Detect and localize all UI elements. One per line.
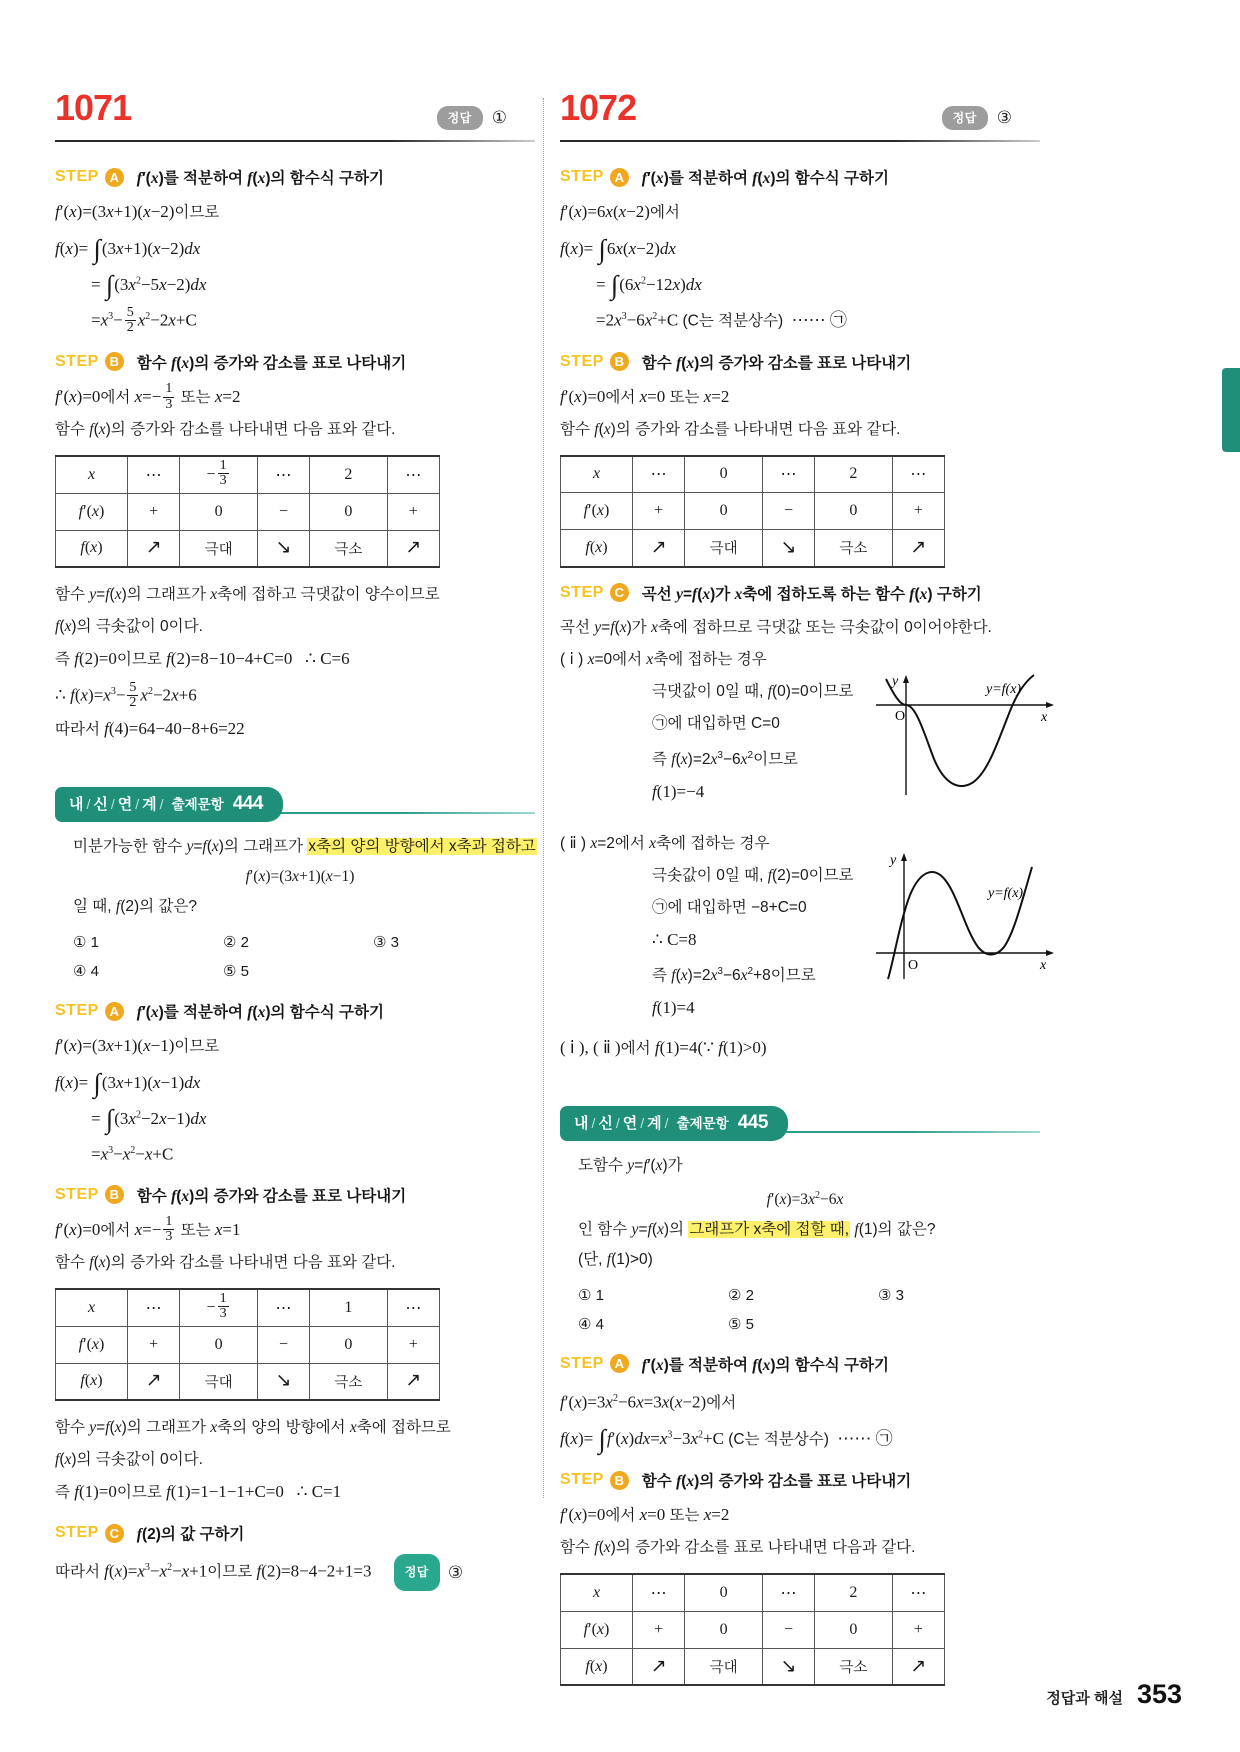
table-row xyxy=(561,493,945,530)
x-label: x xyxy=(1040,957,1047,973)
cell-dots: ⋯ xyxy=(633,1574,685,1611)
choice-2[interactable]: ② 2 xyxy=(728,1286,754,1304)
step-word: STEP xyxy=(560,168,604,185)
nsg-part-0: 내 xyxy=(69,796,84,814)
step-badge-b: B xyxy=(610,352,629,371)
choice-row xyxy=(578,1310,1050,1339)
table-row xyxy=(561,1648,945,1685)
problem-number: 1071 xyxy=(55,87,132,128)
answer-tag-444 xyxy=(394,1554,463,1591)
step-word: STEP xyxy=(55,1524,99,1542)
cell-dots: ⋯ xyxy=(633,456,685,493)
case-2-block xyxy=(560,852,1050,1031)
header-rule xyxy=(560,140,1040,142)
y-axis-arrow xyxy=(901,853,907,861)
answer-value: ① xyxy=(491,108,507,127)
origin-label: O xyxy=(895,708,906,724)
nsg-tag: 내 / 신 / 연 / 계 / 출제문항 444 xyxy=(55,787,283,822)
choice-3[interactable]: ③ 3 xyxy=(878,1286,904,1304)
choice-row xyxy=(578,1281,1050,1310)
cell-label: f′(x) xyxy=(561,493,633,530)
page-number: 353 xyxy=(1136,1679,1182,1709)
cell-sign: 0 xyxy=(180,1326,257,1363)
cell-arrow: ↗ xyxy=(128,530,180,567)
answer-tag xyxy=(942,106,1012,130)
math-line: f′(x)=(3x+1)(x−2)이므로 xyxy=(55,202,220,221)
cell-value: 0 xyxy=(685,1574,762,1611)
step-badge-b: B xyxy=(610,1471,629,1490)
step-word: STEP xyxy=(55,168,99,185)
step-word: STEP xyxy=(55,352,99,370)
body-text: ∴ C=8 xyxy=(652,929,697,949)
x-axis-arrow xyxy=(1046,950,1054,956)
step-c-1072 xyxy=(560,582,1050,604)
cell-value: 2 xyxy=(310,456,387,493)
cell-sign: + xyxy=(128,1326,180,1363)
math-line: f′(x)=0에서 x=0 또는 x=2 xyxy=(560,1505,730,1525)
header-rule xyxy=(55,140,535,142)
math-line: f(x)= ∫(3x+1)(x−1)dx xyxy=(55,1068,201,1099)
cell-arrow: ↘ xyxy=(762,530,814,567)
answer-value: ③ xyxy=(996,108,1012,127)
case-2-head: ( ⅱ ) x=2에서 x축에 접하는 경우 xyxy=(560,834,770,852)
origin-label: O xyxy=(908,957,919,973)
body-text: 즉 $f(x)=2x^3-6x^2+8$이므로 xyxy=(652,965,816,984)
curve-label: y=f(x) xyxy=(988,885,1024,901)
body-text: ∴ $f(x)=x^3-$ $\frac{5}{2}$ $x^2-2x+6$ xyxy=(55,679,197,711)
body-text: f(x)의 극솟값이 0이다. xyxy=(55,618,203,636)
cell-dots: ⋯ xyxy=(128,456,180,493)
cell-extremum: 극소 xyxy=(310,530,387,567)
math-line: f′(x)=0에서 x=− $\frac{1}{3}$ 또는 x=1 xyxy=(55,1213,241,1245)
step-a-445 xyxy=(560,1353,1050,1375)
table-row xyxy=(56,530,440,567)
choice-1[interactable]: ① 1 xyxy=(73,934,99,952)
problem-number: 1072 xyxy=(560,87,637,128)
page-footer xyxy=(1046,1679,1182,1710)
step-title: 함수 f(x)의 증가와 감소를 표로 나타내기 xyxy=(641,1473,912,1491)
cell-dots: ⋯ xyxy=(257,456,309,493)
table-header-row xyxy=(561,456,945,493)
nsg-number: 444 xyxy=(232,793,263,815)
step-title: f′(x)를 적분하여 f(x)의 함수식 구하기 xyxy=(136,1004,384,1022)
table-row xyxy=(561,1611,945,1648)
cell-value: 2 xyxy=(815,1574,892,1611)
cell-extremum: 극대 xyxy=(180,1363,257,1400)
nsg-part-3: 계 xyxy=(647,1114,662,1132)
body-text: 함수 y=f(x)의 그래프가 x축의 양의 방향에서 x축에 접하므로 xyxy=(55,1419,451,1437)
cell-sign: 0 xyxy=(685,493,762,530)
body-text: 곡선 y=f(x)가 x축에 접하므로 극댓값 또는 극솟값이 0이어야한다. xyxy=(560,618,992,636)
step-word: STEP xyxy=(560,352,604,370)
highlighted-phrase: x축의 양의 방향에서 x축과 접하고 xyxy=(308,838,536,856)
cell-arrow: ↘ xyxy=(257,530,309,567)
step-word: STEP xyxy=(55,1002,99,1020)
cell-dots: ⋯ xyxy=(892,1574,944,1611)
question-condition-445: (단, f(1)>0) xyxy=(578,1250,653,1268)
cell-label: f(x) xyxy=(56,530,128,567)
cell-sign: 0 xyxy=(310,1326,387,1363)
step-title: f′(x)를 적분하여 f(x)의 함수식 구하기 xyxy=(641,170,889,187)
graph-svg-case-2 xyxy=(868,851,1058,986)
question-text-445: 도함수 y=f′(x)가 xyxy=(578,1156,683,1174)
step-a-444 xyxy=(55,1000,545,1022)
step-word: STEP xyxy=(560,1354,604,1372)
question-text-444: 미분가능한 함수 y=f(x)의 그래프가 x축의 양의 방향에서 x축과 접하고 xyxy=(73,838,536,856)
step-word: STEP xyxy=(560,583,604,601)
cell-label: f(x) xyxy=(561,530,633,567)
math-line: f′(x)=(3x+1)(x−1)이므로 xyxy=(55,1036,220,1056)
cell-extremum: 극대 xyxy=(180,530,257,567)
nsg-part-2: 연 xyxy=(117,796,133,814)
cell-dots: ⋯ xyxy=(257,1289,309,1326)
step-b-1071 xyxy=(55,351,545,373)
y-axis-arrow xyxy=(903,675,909,683)
table-row xyxy=(56,1326,440,1363)
nsg-444-header xyxy=(55,787,545,822)
choice-4[interactable]: ④ 4 xyxy=(73,963,99,981)
two-column-layout xyxy=(0,87,1240,1677)
table-row xyxy=(56,493,440,530)
step-title: 곡선 y=f(x)가 x축에 접하도록 하는 함수 f(x) 구하기 xyxy=(641,585,982,603)
cell-label: f′(x) xyxy=(561,1611,633,1648)
y-label: y xyxy=(892,673,899,689)
cell-label: f′(x) xyxy=(56,1326,128,1363)
cell-sign: + xyxy=(633,493,685,530)
math-line: $=x^3-$ $\frac{5}{2}$ $x^2-2x+C$ xyxy=(91,304,197,336)
right-column xyxy=(560,88,1050,1698)
cell-value: 2 xyxy=(815,456,892,493)
table-header-row xyxy=(56,1289,440,1326)
cell-extremum: 극소 xyxy=(815,1648,892,1685)
final-conclusion-1072: ( ⅰ ), ( ⅱ )에서 f(1)=4(∵ f(1)>0) xyxy=(560,1037,767,1057)
choices-444 xyxy=(55,928,545,986)
body-text: f(1)=−4 xyxy=(652,781,705,801)
step-badge-a: A xyxy=(105,168,124,187)
cell-sign: 0 xyxy=(815,493,892,530)
body-text: 극댓값이 0일 때, f(0)=0이므로 xyxy=(652,682,854,700)
body-text: 즉 f(1)=0이므로 f(1)=1−1−1+C=0 ∴ C=1 xyxy=(55,1482,342,1502)
cell-arrow: ↗ xyxy=(387,1363,439,1400)
table-row xyxy=(561,530,945,567)
cell-sign: + xyxy=(633,1611,685,1648)
step-a-1071 xyxy=(55,166,545,188)
step-badge-b: B xyxy=(105,352,124,371)
math-line: f′(x)=0에서 x=− $\frac{1}{3}$ 또는 x=2 xyxy=(55,380,241,412)
body-text: 즉 f(2)=0이므로 f(2)=8−10−4+C=0 ∴ C=6 xyxy=(55,649,350,669)
graph-case-1 xyxy=(868,671,1058,806)
step-badge-a: A xyxy=(610,1354,629,1373)
math-line: $f'(x)=3x^2-6x=3x(x-2)$에서 xyxy=(560,1392,737,1412)
body-text: f(1)=4 xyxy=(652,997,695,1017)
cell-value: 0 xyxy=(685,456,762,493)
nsg-subtitle: 출제문항 xyxy=(676,1115,729,1131)
cell-label: f(x) xyxy=(56,1363,128,1400)
math-line: = $\int(3x^2-5x-2)dx$ xyxy=(91,270,207,300)
x-label: x xyxy=(1041,709,1048,725)
step-badge-c: C xyxy=(105,1524,124,1543)
choices-445 xyxy=(560,1281,1050,1339)
cell-sign: + xyxy=(387,493,439,530)
variation-table-1072 xyxy=(560,455,945,568)
cell-extremum: 극대 xyxy=(685,530,762,567)
question-equation-445: $f'(x)=3x^2-6x$ xyxy=(766,1189,844,1208)
case-1-head: ( ⅰ ) x=0에서 x축에 접하는 경우 xyxy=(560,650,767,668)
answer-tag xyxy=(437,106,507,130)
problem-header-1072 xyxy=(560,88,1050,152)
body-text: 함수 f(x)의 증가와 감소를 나타내면 다음 표와 같다. xyxy=(55,421,396,439)
question-equation-444: f′(x)=(3x+1)(x−1) xyxy=(245,868,355,886)
body-text: ㉠에 대입하면 C=0 xyxy=(652,714,780,732)
nsg-part-1: 신 xyxy=(93,796,108,814)
highlighted-phrase: 그래프가 x축에 접할 때, xyxy=(689,1220,850,1238)
cell-value: 1 xyxy=(310,1289,387,1326)
step-b-445 xyxy=(560,1469,1050,1491)
case-1-block xyxy=(560,673,1050,827)
answer-value: ③ xyxy=(447,1562,464,1582)
curve-label: y=f(x) xyxy=(986,681,1022,697)
nsg-445-header xyxy=(560,1106,1050,1141)
x-axis-arrow xyxy=(1046,702,1054,708)
choice-row xyxy=(73,928,545,957)
table-row xyxy=(56,1363,440,1400)
step-title: 함수 f(x)의 증가와 감소를 표로 나타내기 xyxy=(136,354,407,372)
body-text: 즉 $f(x)=2x^3-6x^2$이므로 xyxy=(652,749,799,768)
variation-table-445 xyxy=(560,1573,945,1686)
body-text: 함수 y=f(x)의 그래프가 x축에 접하고 극댓값이 양수이므로 xyxy=(55,586,440,604)
choice-5[interactable]: ⑤ 5 xyxy=(728,1315,754,1333)
cell-dots: ⋯ xyxy=(892,456,944,493)
cell-extremum: 극소 xyxy=(310,1363,387,1400)
cell-sign: 0 xyxy=(180,493,257,530)
cell-x: x xyxy=(56,456,128,493)
step-b-1072 xyxy=(560,351,1050,373)
step-word: STEP xyxy=(560,1471,604,1489)
cell-sign: + xyxy=(387,1326,439,1363)
cell-dots: ⋯ xyxy=(762,456,814,493)
cell-dots: ⋯ xyxy=(387,1289,439,1326)
nsg-tag: 내 / 신 / 연 / 계 / 출제문항 445 xyxy=(560,1106,788,1141)
table-header-row xyxy=(56,456,440,493)
step-a-1072 xyxy=(560,166,1050,188)
cell-sign: − xyxy=(257,1326,309,1363)
nsg-part-1: 신 xyxy=(598,1114,613,1132)
cell-sign: 0 xyxy=(310,493,387,530)
math-line: f(x)= ∫(3x+1)(x−2)dx xyxy=(55,234,201,264)
nsg-subtitle: 출제문항 xyxy=(171,797,224,813)
nsg-part-3: 계 xyxy=(142,796,157,814)
body-text: 함수 f(x)의 증가와 감소를 표로 나타내면 다음과 같다. xyxy=(560,1539,916,1557)
math-line: f(x)= ∫6x(x−2)dx xyxy=(560,234,676,264)
math-line: = $\int(6x^2-12x)dx$ xyxy=(596,270,702,300)
nsg-part-0: 내 xyxy=(574,1114,589,1132)
body-text: 따라서 $f(x)=x^3-x^2-x+1$이므로 f(2)=8−4−2+1=3 정답 ③ xyxy=(55,1553,545,1591)
answer-pill-label: 정답 xyxy=(394,1554,440,1591)
cell-sign: 0 xyxy=(685,1611,762,1648)
cell-sign: − xyxy=(762,1611,814,1648)
cell-arrow: ↗ xyxy=(128,1363,180,1400)
step-b-444 xyxy=(55,1184,545,1206)
body-text: 함수 f(x)의 증가와 감소를 나타내면 다음 표와 같다. xyxy=(560,420,901,438)
cell-x: x xyxy=(561,1574,633,1611)
question-tail-444: 일 때, f(2)의 값은? xyxy=(73,898,197,916)
cell-dots: ⋯ xyxy=(762,1574,814,1611)
cell-sign: + xyxy=(892,1611,944,1648)
answer-pill-label: 정답 xyxy=(942,106,988,130)
step-title: 함수 f(x)의 증가와 감소를 표로 나타내기 xyxy=(641,354,912,372)
body-text: 함수 f(x)의 증가와 감소를 나타내면 다음 표와 같다. xyxy=(55,1254,396,1272)
math-line: f′(x)=6x(x−2)에서 xyxy=(560,202,680,221)
body-text: f(x)의 극솟값이 0이다. xyxy=(55,1451,203,1469)
left-column xyxy=(55,88,545,1593)
y-label: y xyxy=(890,852,897,868)
cell-dots: ⋯ xyxy=(128,1289,180,1326)
question-tail-445: 인 함수 y=f(x)의 그래프가 x축에 접할 때, f(1)의 값은? xyxy=(578,1220,936,1238)
step-title: f(2)의 값 구하기 xyxy=(136,1526,245,1544)
step-title: f′(x)를 적분하여 f(x)의 함수식 구하기 xyxy=(641,1356,889,1374)
variation-table-444 xyxy=(55,1288,440,1401)
problem-header-1071 xyxy=(55,88,545,152)
cell-sign: − xyxy=(762,493,814,530)
cell-dots: ⋯ xyxy=(387,456,439,493)
step-title: f′(x)를 적분하여 f(x)의 함수식 구하기 xyxy=(136,170,384,187)
choice-2[interactable]: ② 2 xyxy=(223,934,249,952)
math-line: = $\int(3x^2-2x-1)dx$ xyxy=(91,1104,207,1135)
cell-sign: + xyxy=(892,493,944,530)
variation-table-1071 xyxy=(55,455,440,568)
cell-label: f(x) xyxy=(561,1648,633,1685)
graph-case-2 xyxy=(868,851,1058,991)
step-badge-b: B xyxy=(105,1185,124,1204)
cell-arrow: ↘ xyxy=(762,1648,814,1685)
body-text: ㉠에 대입하면 −8+C=0 xyxy=(652,898,807,916)
cell-extremum: 극대 xyxy=(685,1648,762,1685)
cell-sign: − xyxy=(257,493,309,530)
cell-extremum: 극소 xyxy=(815,530,892,567)
step-badge-a: A xyxy=(610,168,629,187)
math-line: f′(x)=0에서 x=0 또는 x=2 xyxy=(560,386,730,406)
choice-4[interactable]: ④ 4 xyxy=(578,1315,604,1333)
choice-3[interactable]: ③ 3 xyxy=(373,934,399,952)
math-line: $=x^3-x^2-x+C$ xyxy=(91,1144,174,1164)
body-text: 극솟값이 0일 때, f(2)=0이므로 xyxy=(652,866,854,884)
choice-5[interactable]: ⑤ 5 xyxy=(223,963,249,981)
cell-sign: + xyxy=(128,493,180,530)
cell-sign: 0 xyxy=(815,1611,892,1648)
cell-x: x xyxy=(561,456,633,493)
nsg-part-2: 연 xyxy=(622,1114,638,1132)
cell-label: f′(x) xyxy=(56,493,128,530)
step-word: STEP xyxy=(55,1185,99,1203)
step-title: 함수 f(x)의 증가와 감소를 표로 나타내기 xyxy=(136,1187,407,1205)
cell-arrow: ↗ xyxy=(892,1648,944,1685)
cell-value: − $\frac{1}{3}$ xyxy=(180,1289,257,1326)
cell-x: x xyxy=(56,1289,128,1326)
cell-value: − $\frac{1}{3}$ xyxy=(180,456,257,493)
choice-1[interactable]: ① 1 xyxy=(578,1286,604,1304)
answer-pill-label: 정답 xyxy=(437,106,483,130)
step-badge-c: C xyxy=(610,583,629,602)
step-badge-a: A xyxy=(105,1002,124,1021)
cell-arrow: ↗ xyxy=(633,1648,685,1685)
cell-arrow: ↘ xyxy=(257,1363,309,1400)
cell-arrow: ↗ xyxy=(633,530,685,567)
table-header-row xyxy=(561,1574,945,1611)
cell-arrow: ↗ xyxy=(892,530,944,567)
nsg-number: 445 xyxy=(737,1111,768,1133)
choice-row xyxy=(73,957,545,986)
graph-svg-case-1 xyxy=(868,671,1058,801)
footer-label: 정답과 해설 xyxy=(1046,1690,1123,1707)
body-text: 따라서 f(4)=64−40−8+6=22 xyxy=(55,719,245,739)
step-c-444 xyxy=(55,1522,545,1544)
math-line: $=2x^3-6x^2+C$ (C는 적분상수) ⋯⋯ ㉠ xyxy=(596,310,847,330)
math-line: $f(x)= \int f'(x)dx=x^3-3x^2+C$ (C는 적분상수) ⋯⋯ ㉠ xyxy=(560,1424,893,1455)
cell-arrow: ↗ xyxy=(387,530,439,567)
